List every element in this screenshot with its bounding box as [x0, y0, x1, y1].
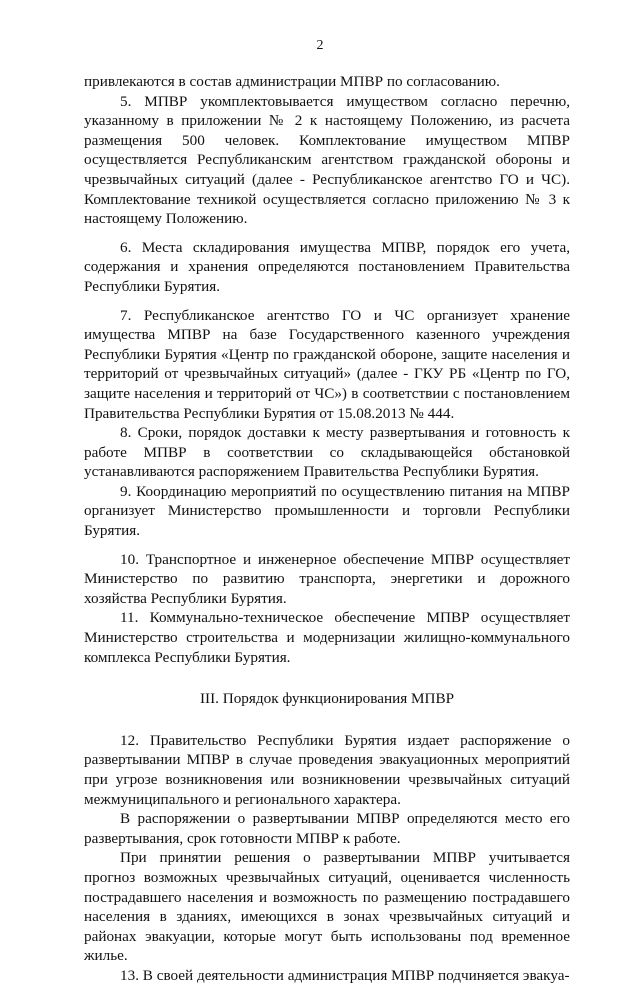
document-body — [84, 72, 570, 986]
paragraph-8: 8. Сроки, порядок доставки к месту развертывания и готовность к работе МПВР в соответствии со складывающейся обстановкой устанавливаются распоряжением Правительства Республики Бурятия. — [84, 424, 570, 481]
paragraph-6: 6. Места складирования имущества МПВР, порядок его учета, содержания и хранения определяются постановлением Правительства Республики Бурятия. — [84, 238, 570, 295]
section-heading: III. Порядок функционирования МПВР — [199, 690, 455, 708]
paragraph-11: 11. Коммунально-техническое обеспечение МПВР осуществляет Министерство строительства и модернизации жилищно-коммунального комплекса Республики Бурятия. — [84, 609, 570, 666]
paragraph-9: 9. Координацию мероприятий по осуществлению питания на МПВР организует Министерство промышленности и торговли Республики Бурятия. — [84, 482, 570, 540]
paragraph-continuation: привлекаются в состав администрации МПВР по согласованию. — [84, 73, 500, 90]
paragraph-7: 7. Республиканское агентство ГО и ЧС организует хранение имущества МПВР на базе Государственного казенного учреждения Республики Бурятия «Центр по гражданской обороне, защите населения и территорий от чрезвычайных ситуаций» (далее - ГКУ РБ «Центр по ГО, защите населения и территорий от ЧС») в соответствии с постановлением Правительства Республики Бурятия от 15.08.2013 № 444. — [84, 306, 570, 422]
page-number: 2 — [316, 38, 324, 53]
paragraph-12-order: В распоряжении о развертывании МПВР определяются место его развертывания, срок готовности МПВР к работе. — [84, 810, 570, 847]
paragraph-13: 13. В своей деятельности администрация МПВР подчиняется эвакуа- — [120, 966, 570, 984]
paragraph-10: 10. Транспортное и инженерное обеспечение МПВР осуществляет Министерство по развитию транспорта, энергетики и дорожного хозяйства Республики Бурятия. — [84, 550, 570, 607]
paragraph-12: 12. Правительство Республики Бурятия издает распоряжение о развертывании МПВР в случае проведения эвакуационных мероприятий при угрозе возникновения или возникновении чрезвычайных ситуаций межмуниципального и регионального характера. — [84, 731, 570, 808]
paragraph-12-decision: При принятии решения о развертывании МПВР учитывается прогноз возможных чрезвычайных ситуаций, оценивается численность пострадавшего населения и возможность по размещению пострадавшего населения в зданиях, имеющихся в зонах чрезвычайных ситуаций и районах эвакуации, которые могут быть использованы под временное жилье. — [84, 849, 570, 965]
paragraph-5: 5. МПВР укомплектовывается имуществом согласно перечню, указанному в приложении № 2 к настоящему Положению, из расчета размещения 500 человек. Комплектование имуществом МПВР осуществляется Республиканским агентством гражданской обороны и чрезвычайных ситуаций (далее - Республиканское агентство ГО и ЧС). Комплектование техникой осуществляется согласно приложению № 3 к настоящему Положению. — [84, 92, 570, 228]
